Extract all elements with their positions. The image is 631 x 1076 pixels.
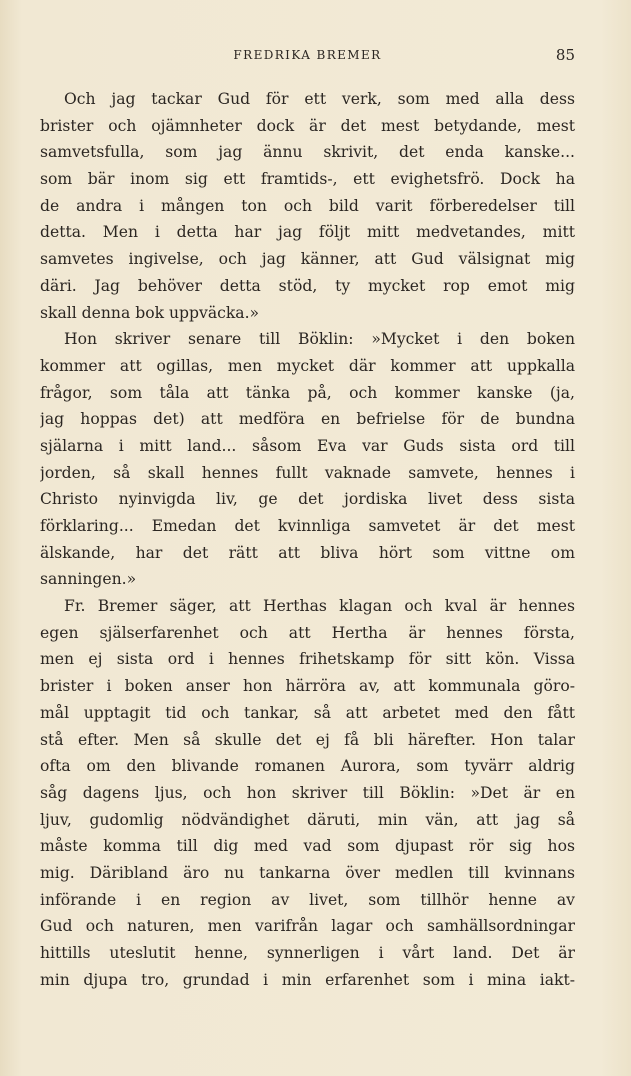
text-line: sanningen.» — [40, 570, 137, 589]
text-line: men ej sista ord i hennes frihetskamp för sitt kön. Vissa — [40, 650, 575, 669]
text-line: förklaring... Emedan det kvinnliga samvetet är det mest — [40, 517, 575, 535]
text-line: Och jag tackar Gud för ett verk, som med alla dess — [64, 90, 575, 108]
text-line: samvetsfulla, som jag ännu skrivit, det enda kanske... — [40, 143, 575, 162]
text-line: samvetes ingivelse, och jag känner, att Gud välsignat mig — [40, 250, 575, 269]
text-line: däri. Jag behöver detta stöd, ty mycket rop emot mig — [40, 276, 575, 295]
text-line: såg dagens ljus, och hon skriver till Böklin: »Det är en — [40, 783, 575, 802]
text-line: själarna i mitt land... såsom Eva var Guds sista ord till — [40, 436, 575, 455]
text-line: de andra i mången ton och bild varit förberedelser till — [40, 196, 575, 215]
text-line: älskande, har det rätt att bliva hört som vittne om — [40, 543, 575, 562]
text-line: jag hoppas det) att medföra en befrielse för de bundna — [40, 410, 575, 429]
text-line: skall denna bok uppväcka.» — [40, 303, 260, 322]
body-text — [40, 86, 575, 993]
text-line: stå efter. Men så skulle det ej få bli härefter. Hon talar — [40, 730, 575, 749]
text-line: frågor, som tåla att tänka på, och kommer kanske (ja, — [40, 383, 575, 402]
text-line: ljuv, gudomlig nödvändighet däruti, min vän, att jag så — [40, 810, 575, 829]
text-line: detta. Men i detta har jag följt mitt medvetandes, mitt — [40, 223, 575, 242]
text-line: kommer att ogillas, men mycket där kommer att uppkalla — [40, 356, 575, 375]
text-line: jorden, så skall hennes fullt vaknade samvete, hennes i — [40, 463, 575, 482]
running-head — [40, 46, 575, 66]
text-line: mig. Däribland äro nu tankarna över medlen till kvinnans — [40, 863, 575, 882]
text-line: Hon skriver senare till Böklin: »Mycket i den boken — [64, 330, 575, 349]
text-line: brister i boken anser hon härröra av, att kommunala göro- — [40, 677, 575, 696]
text-line: Fr. Bremer säger, att Herthas klagan och kval är hennes — [64, 597, 575, 616]
text-line: Gud och naturen, men varifrån lagar och samhällsordningar — [40, 917, 575, 936]
text-line: hittills uteslutit henne, synnerligen i vårt land. Det är — [40, 944, 575, 962]
running-title: FREDRIKA BREMER — [233, 48, 382, 62]
text-line: brister och ojämnheter dock är det mest betydande, mest — [40, 116, 575, 135]
text-line: måste komma till dig med vad som djupast rör sig hos — [40, 837, 575, 856]
text-line: min djupa tro, grundad i min erfarenhet som i mina iakt- — [40, 970, 575, 989]
text-line: Christo nyinvigda liv, ge det jordiska livet dess sista — [40, 490, 575, 509]
text-line: införande i en region av livet, som tillhör henne av — [40, 890, 575, 909]
text-line: ofta om den blivande romanen Aurora, som tyvärr aldrig — [40, 757, 575, 776]
page-number: 85 — [555, 46, 575, 64]
text-line: mål upptagit tid och tankar, så att arbetet med den fått — [40, 703, 575, 722]
text-line: som bär inom sig ett framtids-, ett evighetsfrö. Dock ha — [40, 170, 575, 189]
text-line: egen själserfarenhet och att Hertha är hennes första, — [40, 623, 575, 642]
